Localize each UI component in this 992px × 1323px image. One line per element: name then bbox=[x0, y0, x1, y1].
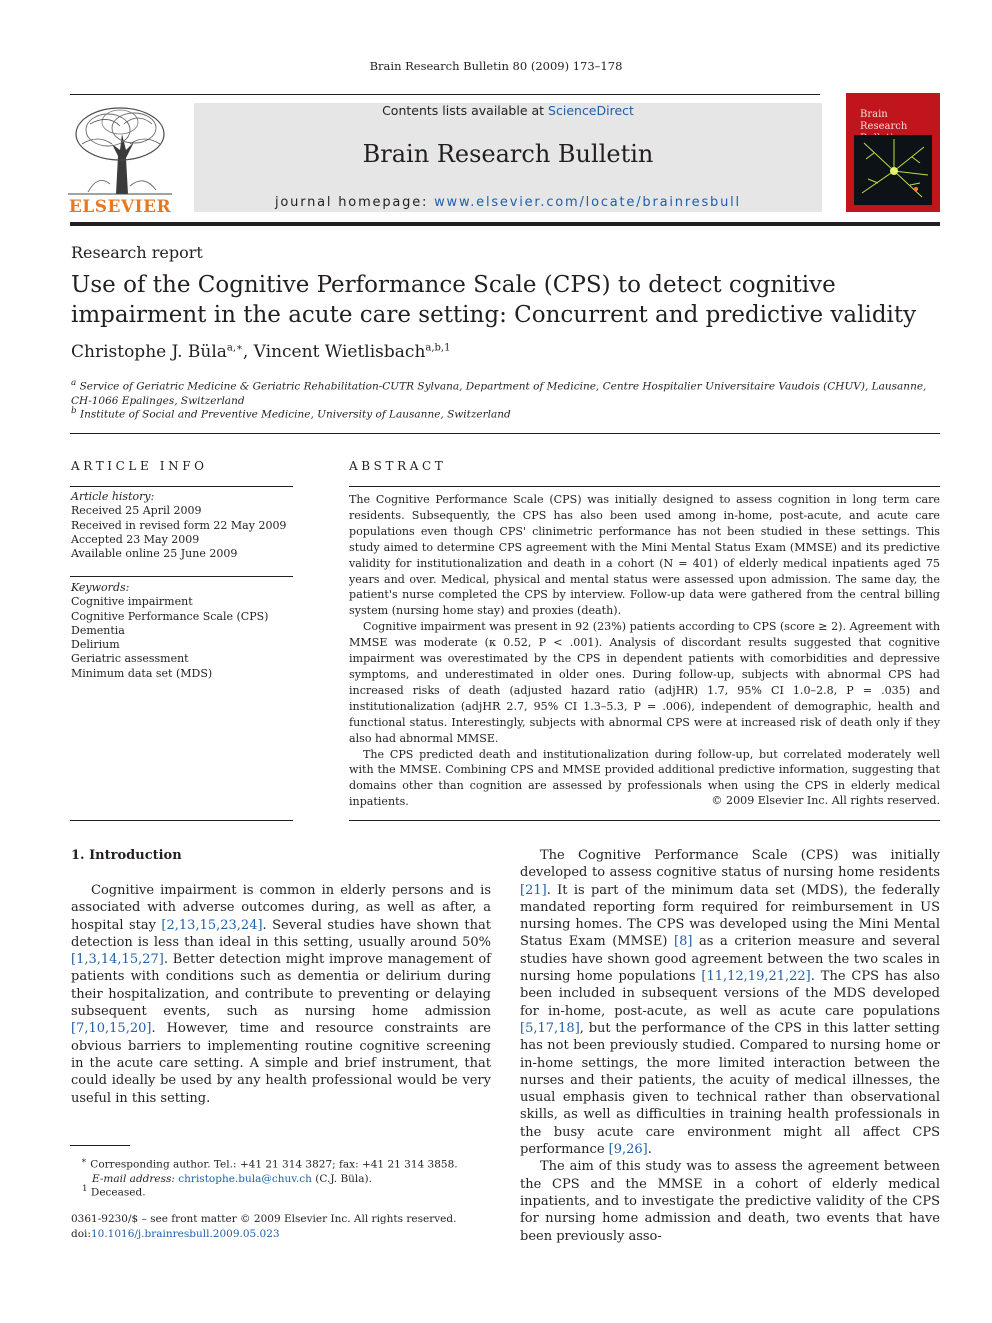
abstract-heading: ABSTRACT bbox=[349, 459, 447, 473]
abstract-bottom-rule bbox=[349, 820, 940, 821]
contents-line bbox=[194, 103, 822, 118]
citation-link[interactable]: [11,12,19,21,22] bbox=[701, 969, 811, 985]
body-text: The aim of this study was to assess the agreement between the CPS and the MMSE in a cohort of elderly medical inpatients, and to investigate the predictive validity of the CPS for nursing home admission and death, two events that have been previously asso- bbox=[520, 1159, 940, 1244]
cover-image bbox=[854, 135, 932, 205]
body-column-left bbox=[71, 882, 491, 1107]
keywords bbox=[71, 581, 293, 681]
body-column-right bbox=[520, 847, 940, 1245]
body-text: . bbox=[647, 1142, 652, 1158]
body-paragraph bbox=[520, 847, 940, 1158]
footnote-mark: ∗ bbox=[81, 1156, 87, 1166]
citation-link[interactable]: [8] bbox=[674, 934, 693, 950]
footnote-rule bbox=[70, 1145, 130, 1146]
deceased-text: Deceased. bbox=[90, 1186, 146, 1199]
footnote-deceased bbox=[71, 1182, 491, 1200]
author-marks[interactable]: a,∗ bbox=[226, 342, 243, 354]
keyword-item: Minimum data set (MDS) bbox=[71, 666, 213, 680]
front-matter-line bbox=[71, 1212, 456, 1242]
issn-line: 0361-9230/$ – see front matter © 2009 Elsevier Inc. All rights reserved. bbox=[71, 1213, 457, 1225]
keywords-rule bbox=[70, 576, 293, 577]
body-text: . It is part of the minimum data set (MDS), the federally mandated reporting form required for reimbursement in US nursing homes. The CPS was developed using the Mini Mental Status Exam (MMSE) bbox=[520, 882, 940, 950]
body-text: . Several studies have shown that detection is less than ideal in this setting, usually around 50% bbox=[71, 917, 491, 950]
cover-title: Brain Research bbox=[860, 109, 908, 132]
doi-prefix: doi: bbox=[71, 1228, 91, 1240]
citation-link[interactable]: [2,13,15,23,24] bbox=[161, 917, 263, 933]
running-head: Brain Research Bulletin 80 (2009) 173–178 bbox=[369, 59, 623, 73]
citation-link[interactable]: [9,26] bbox=[608, 1142, 648, 1158]
history-item: Accepted 23 May 2009 bbox=[71, 532, 200, 546]
copyright-notice: © 2009 Elsevier Inc. All rights reserved. bbox=[711, 794, 940, 807]
homepage-link[interactable]: www.elsevier.com/locate/brainresbull bbox=[434, 195, 741, 210]
doi-link[interactable]: 10.1016/j.brainresbull.2009.05.023 bbox=[90, 1228, 280, 1240]
body-text: , but the performance of the CPS in this latter setting has not been previously studied. Compared to nursing home or in-home settings, the more limited interaction between the nurses and their patients, the acuity of medical illnesses, the usual emphasis given to technical rather than observational skills, as well as difficulties in training health professionals in the busy acute care environment might all affect CPS performance bbox=[520, 1020, 940, 1158]
body-text: The Cognitive Performance Scale (CPS) was initially developed to assess cognitive status of nursing home residents bbox=[520, 848, 940, 881]
history-item: Available online 25 June 2009 bbox=[71, 547, 238, 561]
neuron-image-icon bbox=[854, 135, 932, 205]
keywords-label: Keywords: bbox=[71, 581, 130, 594]
body-text: . However, time and resource constraints are obvious barriers to implementing routine cognitive screening in the acute care setting. A simple and brief instrument, that could ideally be used by any health professional would be very useful in this setting. bbox=[71, 1021, 491, 1106]
body-text: . The CPS has also been included in subsequent versions of the MDS developed for in-home, post-acute, as well as acute care populations bbox=[520, 969, 940, 1019]
history-item: Received 25 April 2009 bbox=[71, 504, 202, 518]
elsevier-wordmark: ELSEVIER bbox=[68, 197, 172, 217]
keyword-item: Cognitive impairment bbox=[71, 595, 193, 609]
affiliation-mark: b bbox=[71, 406, 77, 416]
body-paragraph bbox=[71, 882, 491, 1107]
contents-prefix: Contents lists available at bbox=[382, 103, 549, 118]
citation-link[interactable]: [1,3,14,15,27] bbox=[71, 952, 164, 968]
sciencedirect-link[interactable]: ScienceDirect bbox=[548, 103, 634, 118]
journal-cover[interactable] bbox=[846, 93, 940, 212]
keyword-item: Geriatric assessment bbox=[71, 652, 189, 666]
author-separator: , bbox=[242, 342, 254, 362]
affiliation-b bbox=[71, 404, 941, 422]
keyword-item: Dementia bbox=[71, 623, 125, 637]
section-heading-introduction: 1. Introduction bbox=[71, 848, 182, 863]
history-label: Article history: bbox=[71, 490, 155, 503]
history-item: Received in revised form 22 May 2009 bbox=[71, 518, 287, 532]
affiliation-mark: a bbox=[71, 378, 77, 388]
abstract-paragraph: The CPS predicted death and institutionalization during follow-up, but correlated moderately well with the MMSE. Combining CPS and MMSE provided additional predictive information, suggesting that domains other than cognition are assessed by professionals when using the CPS in elderly medical inpatients. bbox=[349, 747, 940, 809]
email-label: E-mail address: bbox=[92, 1172, 179, 1185]
article-info-rule bbox=[70, 486, 293, 487]
article-type: Research report bbox=[71, 243, 203, 262]
homepage-prefix: journal homepage: bbox=[275, 195, 435, 210]
masthead-bottom-rule bbox=[70, 222, 940, 226]
article-title: Use of the Cognitive Performance Scale (CPS) to detect cognitive impairment in the acute care setting: Concurrent and predictive validity bbox=[71, 272, 917, 328]
header-rule bbox=[70, 433, 940, 434]
affiliation-text: Service of Geriatric Medicine & Geriatric Rehabilitation-CUTR Sylvana, Department of Medicine, Centre Hospitalier Universitaire Vaudois (CHUV), Lausanne, CH-1066 Epalinges, Switzerland bbox=[71, 380, 927, 407]
author-name[interactable]: Vincent Wietlisbach bbox=[253, 342, 426, 362]
body-text: . Better detection might improve management of patients with conditions such as dementia or delirium during their hospitalization, and contribute to preventing or delaying subsequent events, such as nursing home admission bbox=[71, 952, 491, 1020]
article-history bbox=[71, 490, 293, 561]
abstract-body bbox=[349, 492, 940, 810]
journal-name: Brain Research Bulletin bbox=[362, 140, 654, 168]
keyword-item: Delirium bbox=[71, 638, 120, 652]
abstract-paragraph: The Cognitive Performance Scale (CPS) was initially designed to assess cognition in long term care residents. Subsequently, the CPS has also been used among in-home, post-acute, and acute care populations even though CPS' clinimetric performance has not been studied in these settings. This study aimed to determine CPS agreement with the Mini Mental Status Exam (MMSE) and its predictive validity for institutionalization and death in a cohort (N = 401) of elderly medical inpatients aged 75 years and over. Medical, physical and mental status were assessed upon admission. The same day, the patient's nurse completed the CPS by interview. Follow-up data were gathered from the central billing system (nursing home stay) and proxies (death). bbox=[349, 493, 940, 618]
citation-link[interactable]: [5,17,18] bbox=[520, 1020, 580, 1036]
body-text: Cognitive impairment is common in elderly persons and is associated with adverse outcomes during, as well as after, a hospital stay bbox=[71, 883, 491, 933]
author-name[interactable]: Christophe J. Büla bbox=[71, 342, 227, 362]
abstract-paragraph: Cognitive impairment was present in 92 (23%) patients according to CPS (score ≥ 2). Agreement with MMSE was moderate (κ 0.52, P < .001). Analysis of discordant results suggested that cognitive impairment was overestimated by the CPS in dependent patients with comorbidities and depressive symptoms, and underestimated in older ones. During follow-up, subjects with abnormal CPS had increased risks of death (adjusted hazard ratio (adjHR) 1.7, 95% CI 1.0–2.8, P = .035) and institutionalization (adjHR 2.7, 95% CI 1.3–5.3, P = .006), independent of demographic, health and functional status. Interestingly, subjects with abnormal CPS were at increased risk of death only if they also had abnormal MMSE. bbox=[349, 620, 940, 745]
affiliation-text: Institute of Social and Preventive Medicine, University of Lausanne, Switzerland bbox=[79, 408, 511, 421]
author-list bbox=[71, 342, 450, 362]
affiliation-a bbox=[71, 376, 941, 408]
masthead-top-rule bbox=[70, 94, 820, 95]
elsevier-tree-icon bbox=[68, 104, 172, 196]
author-marks[interactable]: a,b,1 bbox=[425, 342, 451, 354]
email-suffix: (C.J. Büla). bbox=[311, 1172, 372, 1185]
homepage-line bbox=[194, 195, 822, 210]
keyword-item: Cognitive Performance Scale (CPS) bbox=[71, 609, 269, 623]
body-paragraph bbox=[520, 1158, 940, 1244]
abstract-rule bbox=[349, 486, 940, 487]
footnote-corresponding bbox=[71, 1154, 491, 1186]
elsevier-logo[interactable] bbox=[68, 104, 178, 216]
citation-link[interactable]: [21] bbox=[520, 882, 547, 898]
article-info-heading: ARTICLE INFO bbox=[71, 459, 208, 473]
corresponding-author-text: Corresponding author. Tel.: +41 21 314 3827; fax: +41 21 314 3858. bbox=[90, 1158, 458, 1171]
citation-link[interactable]: [7,10,15,20] bbox=[71, 1021, 152, 1037]
footnote-mark: 1 bbox=[82, 1184, 88, 1194]
body-text: as a criterion measure and several studies have shown good agreement between the two scales in nursing home populations bbox=[520, 934, 940, 985]
article-info-bottom-rule bbox=[70, 820, 293, 821]
email-link[interactable]: christophe.bula@chuv.ch bbox=[178, 1172, 312, 1185]
